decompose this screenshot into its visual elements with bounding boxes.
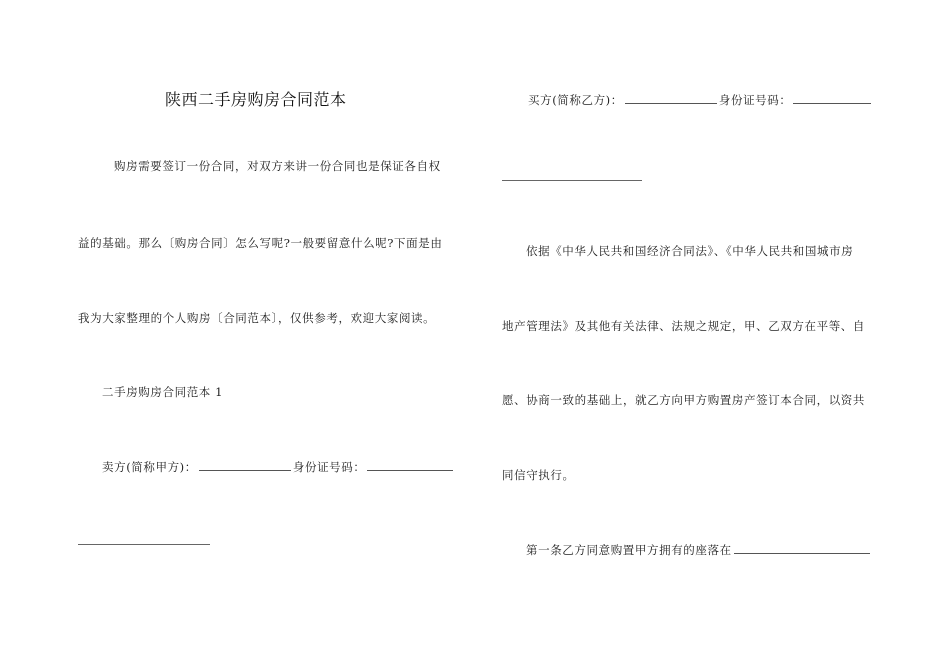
seller-id-blank[interactable] xyxy=(367,459,453,471)
section-heading: 二手房购房合同范本 1 xyxy=(102,385,224,399)
basis-paragraph-line: 依据《中华人民共和国经济合同法》、《中华人民共和国城市房 xyxy=(526,244,854,258)
seller-line xyxy=(102,459,455,475)
seller-continuation-blank[interactable] xyxy=(78,544,210,545)
buyer-id-label: 身份证号码： xyxy=(718,93,792,107)
article-one-text: 第一条乙方同意购置甲方拥有的座落在 xyxy=(526,543,732,557)
seller-label: 卖方(简称甲方)： xyxy=(102,460,197,474)
buyer-line xyxy=(528,92,873,108)
document-title: 陕西二手房购房合同范本 xyxy=(165,90,347,109)
buyer-continuation-blank[interactable] xyxy=(502,180,642,181)
seller-name-blank[interactable] xyxy=(199,459,291,471)
basis-paragraph-line: 同信守执行。 xyxy=(502,468,575,482)
right-page xyxy=(475,0,950,672)
intro-paragraph-line: 购房需要签订一份合同，对双方来讲一份合同也是保证各自权 xyxy=(114,159,441,173)
intro-paragraph-line: 益的基础。那么〔购房合同〕怎么写呢?一般要留意什么呢?下面是由 xyxy=(78,236,443,250)
article-one-line xyxy=(526,542,872,558)
property-location-blank[interactable] xyxy=(734,542,870,554)
intro-paragraph-line: 我为大家整理的个人购房〔合同范本〕，仅供参考，欢迎大家阅读。 xyxy=(78,311,436,325)
buyer-label: 买方(简称乙方)： xyxy=(528,93,623,107)
basis-paragraph-line: 地产管理法》及其他有关法律、法规之规定，甲、乙双方在平等、自 xyxy=(502,319,865,333)
buyer-id-blank[interactable] xyxy=(793,92,871,104)
seller-id-label: 身份证号码： xyxy=(292,460,366,474)
buyer-name-blank[interactable] xyxy=(625,92,717,104)
basis-paragraph-line: 愿、协商一致的基础上，就乙方向甲方购置房产签订本合同，以资共 xyxy=(502,393,865,407)
